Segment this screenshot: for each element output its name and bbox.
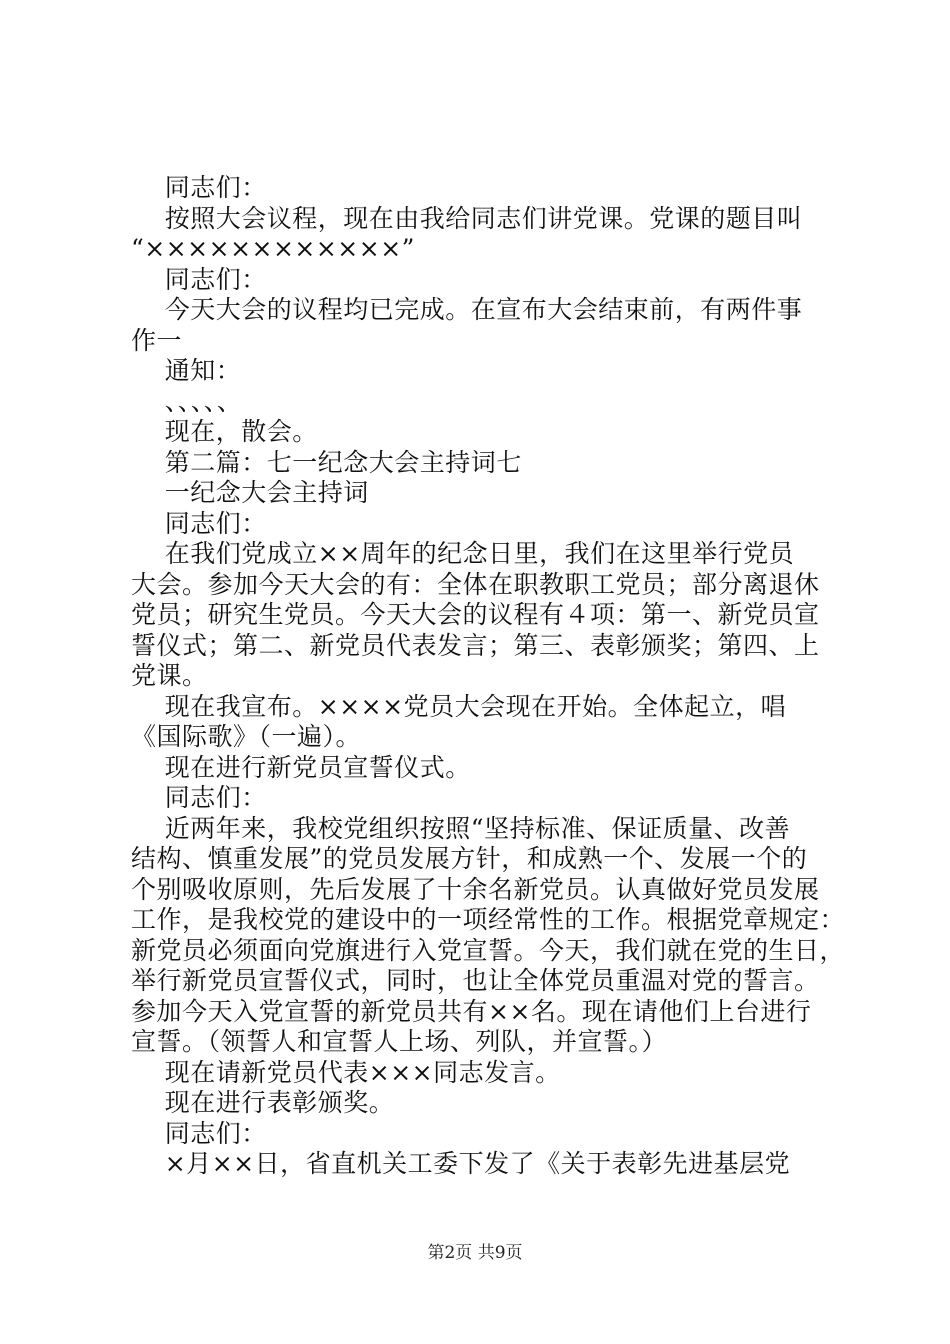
text-line: 结构、慎重发展”的党员发展方针，和成熟一个、发展一个的 (131, 844, 808, 873)
text-line: 工作，是我校党的建设中的一项经常性的工作。根据党章规定： (131, 905, 846, 934)
text-line: 通知： (131, 356, 242, 385)
text-line: 、、、、、 (131, 386, 243, 416)
text-line: 现在请新党员代表×××同志发言。 (131, 1057, 561, 1087)
text-line: 同志们： (131, 1118, 267, 1148)
text-line: 个别吸收原则，先后发展了十余名新党员。认真做好党员发展 (131, 874, 820, 904)
text-line: 参加今天入党宣誓的新党员共有××名。现在请他们上台进行 (131, 996, 812, 1026)
text-line: 近两年来，我校党组织按照“坚持标准、保证质量、改善 (131, 813, 791, 843)
section-heading-continued: 一纪念大会主持词 (131, 478, 369, 507)
text-line: 作一 (131, 325, 183, 355)
text-line: 宣誓。（领誓人和宣誓人上场、列队，并宣誓。） (131, 1027, 668, 1056)
text-line: 同志们： (131, 508, 267, 538)
document-body (131, 173, 846, 1180)
text-line: 党课。 (131, 661, 208, 690)
text-line: 同志们： (131, 783, 267, 812)
text-line: 同志们： (131, 264, 267, 294)
text-line: “××××××××××××” (131, 234, 415, 263)
section-heading: 第二篇：七一纪念大会主持词七 (131, 447, 522, 477)
text-line: 举行新党员宣誓仪式，同时，也让全体党员重温对党的誓言。 (131, 966, 820, 995)
text-line: ×月××日，省直机关工委下发了《关于表彰先进基层党 (131, 1149, 791, 1178)
text-line: 现在我宣布。××××党员大会现在开始。全体起立，唱 (131, 691, 787, 721)
text-line: 今天大会的议程均已完成。在宣布大会结束前，有两件事 (131, 295, 803, 324)
text-line: 大会。参加今天大会的有：全体在职教职工党员；部分离退休 (131, 569, 820, 599)
text-line: 誓仪式；第二、新党员代表发言；第三、表彰颁奖；第四、上 (131, 630, 820, 660)
text-line: 党员；研究生党员。今天大会的议程有４项：第一、新党员宣 (131, 600, 820, 629)
text-line: 按照大会议程，现在由我给同志们讲党课。党课的题目叫 (131, 203, 803, 233)
text-line: 《国际歌》（一遍）。 (131, 722, 362, 751)
text-line: 现在进行表彰颁奖。 (131, 1088, 395, 1117)
text-line: 现在进行新党员宣誓仪式。 (131, 752, 471, 782)
page-number-footer: 第2页 共9页 (427, 1243, 523, 1263)
text-line: 新党员必须面向党旗进行入党宣誓。今天，我们就在党的生日， (131, 935, 846, 965)
text-line: 同志们： (131, 173, 267, 202)
text-line: 现在，散会。 (131, 417, 318, 446)
text-line: 在我们党成立××周年的纪念日里，我们在这里举行党员 (131, 539, 795, 568)
